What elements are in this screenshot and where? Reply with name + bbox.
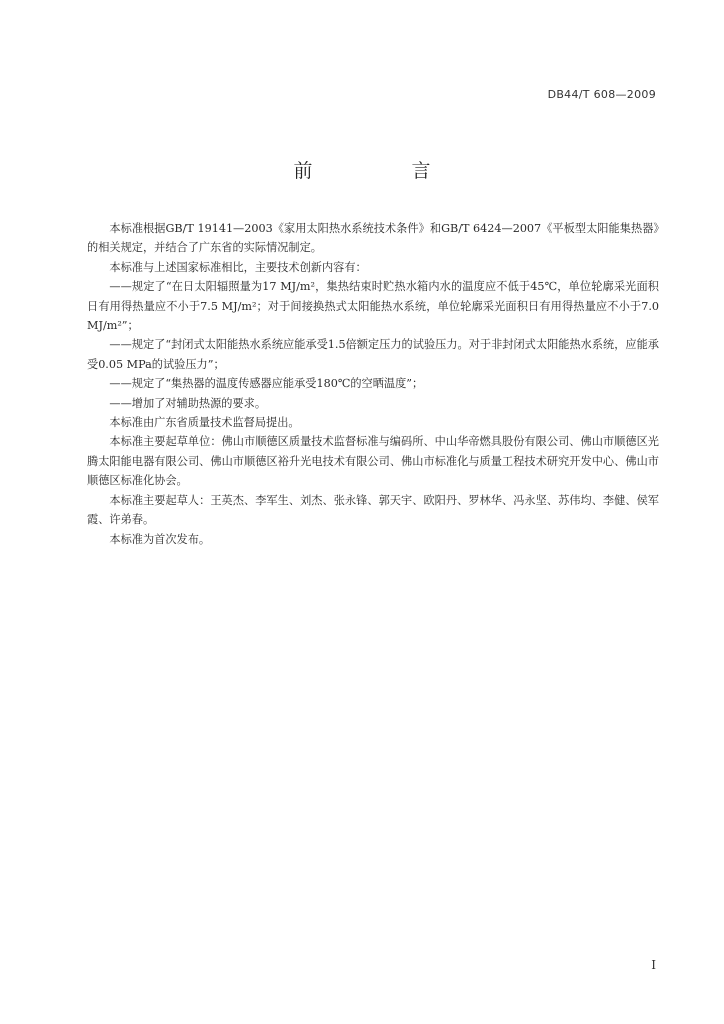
standard-code: DB44/T 608—2009: [547, 88, 656, 101]
paragraph-drafting-units: 本标准主要起草单位：佛山市顺德区质量技术监督标准与编码所、中山华帝燃具股份有限公司、佛山市顺德区光腾太阳能电器有限公司、佛山市顺德区裕升光电技术有限公司、佛山市标准化与质量工程技术研究开发中心、佛山市顺德区标准化协会。: [87, 435, 659, 488]
paragraph-first-release: 本标准为首次发布。: [109, 532, 211, 546]
paragraph-innovation-pressure: ——规定了“封闭式太阳能热水系统应能承受1.5倍额定压力的试验压力。对于非封闭式太阳能热水系统，应能承受0.05 MPa的试验压力”；: [87, 338, 659, 371]
paragraph-drafters: 本标准主要起草人：王英杰、李军生、刘杰、张永锋、郭天宇、欧阳丹、罗林华、冯永坚、苏伟均、李健、侯军霞、许弟春。: [87, 493, 659, 527]
foreword-body: [87, 219, 659, 549]
page-title: 前 言: [293, 160, 471, 182]
paragraph-proposer: 本标准由广东省质量技术监督局提出。: [109, 416, 300, 430]
paragraph-innovation-auxiliary: ——增加了对辅助热源的要求。: [109, 396, 267, 410]
paragraph-innovation-sensor: ——规定了“集热器的温度传感器应能承受180℃的空晒温度”；: [109, 377, 424, 391]
paragraph-innovations-intro: 本标准与上述国家标准相比，主要技术创新内容有：: [109, 260, 367, 274]
page-number: I: [651, 958, 656, 972]
paragraph-innovation-heat-gain: ——规定了“在日太阳辐照量为17 MJ/m²，集热结束时贮热水箱内水的温度应不低于45℃，单位轮廓采光面积日有用得热量应不小于7.5 MJ/m²；对于间接换热式太阳能热水系统，单位轮廓采光面积日有用得热量应不小于7.0 MJ/m²”；: [87, 280, 659, 333]
paragraph-basis: 本标准根据GB/T 19141—2003《家用太阳热水系统技术条件》和GB/T 6424—2007《平板型太阳能集热器》的相关规定，并结合了广东省的实际情况制定。: [87, 222, 659, 255]
